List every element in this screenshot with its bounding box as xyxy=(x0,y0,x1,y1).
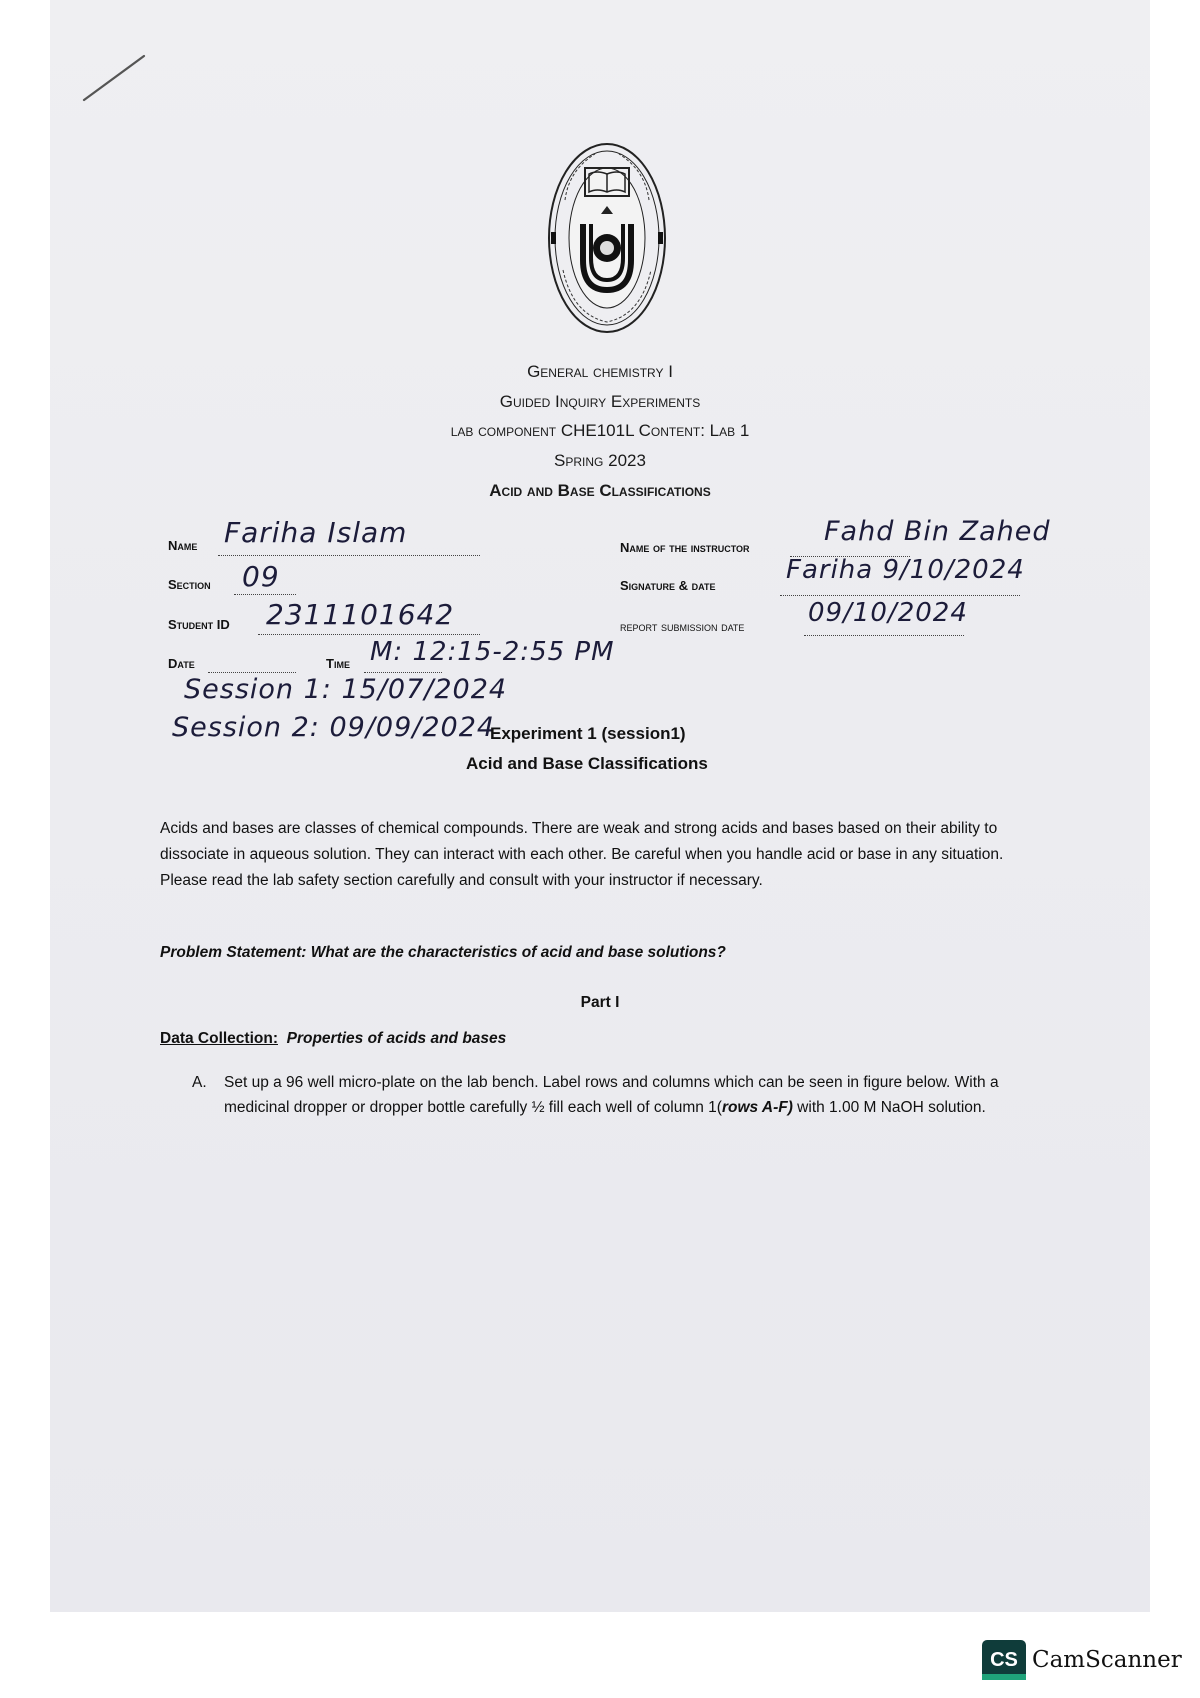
pen-stroke-mark xyxy=(80,48,150,108)
section-label: Section xyxy=(168,577,211,592)
submission-label: report submission date xyxy=(620,619,745,634)
name-label: Name xyxy=(168,538,198,553)
data-collection-heading xyxy=(160,1030,506,1048)
time-line xyxy=(364,672,442,673)
signature-label: Signature & date xyxy=(620,578,716,593)
intro-paragraph: Acids and bases are classes of chemical compounds. There are weak and strong acids and bases based on their ability to dissociate in aqueous solution. They can interact with each other. Be careful when you handle acid or base in any situation. Please read the lab safety section carefully and consult with your instructor if necessary. xyxy=(160,820,1004,889)
camscanner-logo-text: CS xyxy=(990,1649,1018,1671)
experiment-subheading: Acid and Base Classifications xyxy=(466,754,708,773)
series-title: Guided Inquiry Experiments xyxy=(499,392,701,411)
student-id-label: Student ID xyxy=(168,617,230,632)
list-item-a-emphasis: rows A-F) xyxy=(721,1099,793,1116)
signature-line xyxy=(780,595,1020,596)
problem-statement: Problem Statement: What are the characteristics of acid and base solutions? xyxy=(160,944,726,961)
lab-component: lab component CHE101L Content: Lab 1 xyxy=(450,421,750,440)
student-id-value: 2311101642 xyxy=(266,598,455,631)
list-item-a-letter: A. xyxy=(192,1074,207,1091)
time-value: M: 12:15-2:55 PM xyxy=(370,637,615,667)
date-line xyxy=(208,672,296,673)
signature-value: Fariha 9/10/2024 xyxy=(786,555,1025,585)
data-collection-title: Properties of acids and bases xyxy=(286,1030,507,1047)
section-value: 09 xyxy=(242,560,280,593)
time-label: Time xyxy=(326,656,350,671)
experiment-heading: Experiment 1 (session1) xyxy=(490,724,686,743)
name-line xyxy=(218,555,480,556)
name-value: Fariha Islam xyxy=(224,516,408,549)
submission-value: 09/10/2024 xyxy=(808,598,968,628)
part-heading: Part I xyxy=(580,994,620,1011)
list-item-a-text xyxy=(224,1070,1040,1120)
term: Spring 2023 xyxy=(554,451,646,470)
session-2-note: Session 2: 09/09/2024 xyxy=(172,712,496,743)
lab-title: Acid and Base Classifications xyxy=(489,481,711,500)
submission-line xyxy=(804,635,964,636)
date-label: Date xyxy=(168,656,195,671)
data-collection-label: Data Collection: xyxy=(160,1030,278,1047)
instructor-label: Name of the instructor xyxy=(620,540,750,555)
list-item-a-text-part1: Set up a 96 well micro-plate on the lab bench. Label rows and columns which can be seen in figure below. With a medicinal dropper or dropper bottle carefully ½ fill each well of column 1( xyxy=(224,1074,999,1116)
camscanner-logo-icon xyxy=(982,1640,1026,1680)
camscanner-watermark: CamScanner xyxy=(1032,1647,1182,1673)
instructor-value: Fahd Bin Zahed xyxy=(824,516,1051,547)
list-item-a-text-part2: with 1.00 M NaOH solution. xyxy=(792,1099,986,1116)
student-id-line xyxy=(258,634,480,635)
university-seal-logo xyxy=(545,140,669,336)
session-1-note: Session 1: 15/07/2024 xyxy=(184,674,508,705)
section-line xyxy=(234,594,296,595)
course-title: General chemistry I xyxy=(527,362,673,381)
